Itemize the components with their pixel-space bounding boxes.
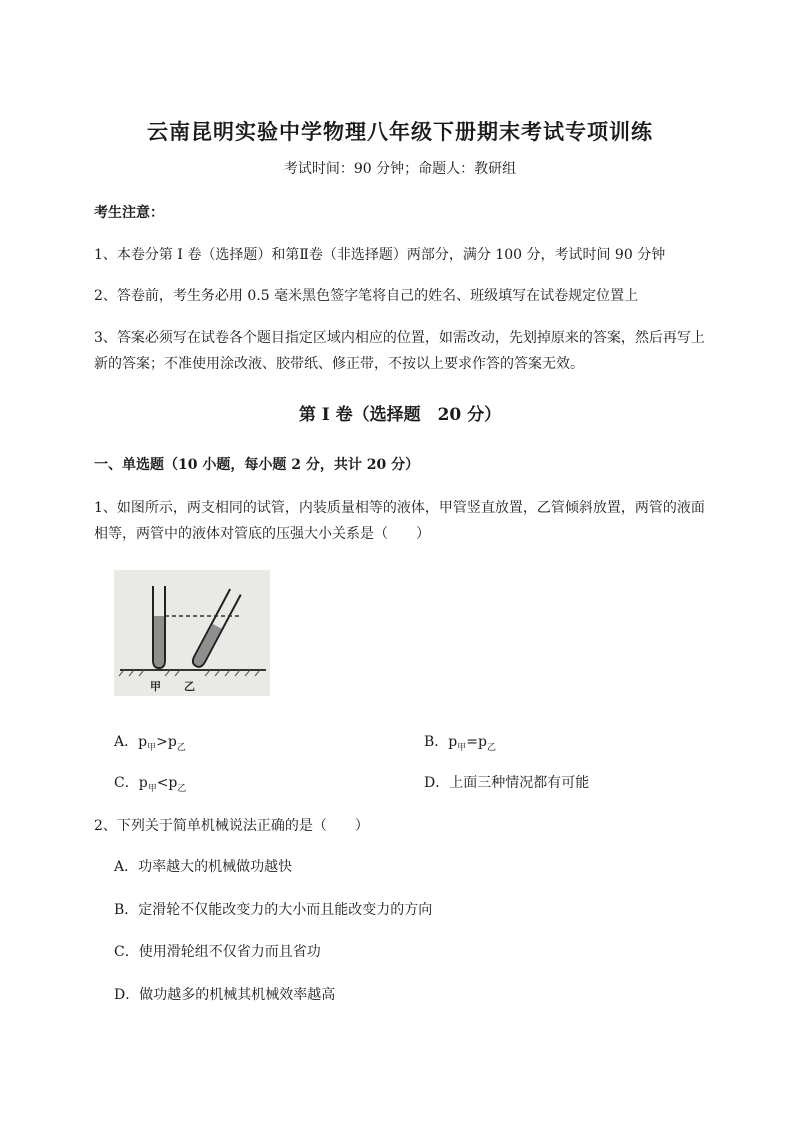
option-text: 上面三种情况都有可能 [449,775,590,791]
option-relation: <p [156,775,178,791]
option-text: 做功越多的机械其机械效率越高 [139,987,336,1003]
question-1-option-d[interactable] [424,772,589,792]
option-letter: C． [114,944,139,960]
question-1-option-b[interactable] [424,731,496,753]
option-letter: B． [114,902,139,918]
option-text: 使用滑轮组不仅省力而且省功 [138,944,321,960]
option-subscript: 甲 [147,783,157,794]
option-letter: A． [114,859,139,875]
option-text: 功率越大的机械做功越快 [138,859,293,875]
question-2-option-d[interactable] [114,984,335,1004]
notice-item: 2、答卷前，考生务必用 0.5 毫米黑色签字笔将自己的姓名、班级填写在试卷规定位置上 [94,288,639,304]
notice-heading: 考生注意： [94,205,164,221]
question-2-text: 2、下列关于简单机械说法正确的是（ ） [94,818,369,834]
section-title: 第 I 卷（选择题 20 分） [298,405,502,425]
option-text: p [448,734,458,750]
notice-item: 1、本卷分第 I 卷（选择题）和第Ⅱ卷（非选择题）两部分，满分 100 分，考试时间 90 分钟 [94,247,666,263]
question-1-option-a[interactable] [114,731,186,753]
question-1-text: 1、如图所示，两支相同的试管，内装质量相等的液体，甲管竖直放置，乙管倾斜放置，两管的液面相等，两管中的液体对管底的压强大小关系是（ ） [94,500,705,542]
option-letter: D． [424,775,450,791]
option-text: p [138,775,148,791]
option-subscript: 乙 [486,742,496,753]
option-letter: A． [114,734,139,750]
option-text: p [138,734,148,750]
test-tube-figure [114,570,270,696]
option-letter: D． [114,987,140,1003]
question-2-option-a[interactable] [114,856,292,876]
option-text: 定滑轮不仅能改变力的大小而且能改变力的方向 [138,902,433,918]
document-title: 云南昆明实验中学物理八年级下册期末考试专项训练 [147,119,653,144]
option-subscript: 乙 [177,783,187,794]
question-2-option-b[interactable] [114,899,432,919]
part-heading: 一、单选题（10 小题，每小题 2 分，共计 20 分） [94,457,420,473]
question-2-option-c[interactable] [114,941,321,961]
option-subscript: 甲 [457,742,467,753]
option-subscript: 甲 [147,742,157,753]
notice-item: 3、答案必须写在试卷各个题目指定区域内相应的位置，如需改动，先划掉原来的答案，然后再写上新的答案；不准使用涂改液、胶带纸、修正带，不按以上要求作答的答案无效。 [94,330,705,372]
label-yi: 乙 [184,680,195,693]
label-jia: 甲 [150,680,161,693]
option-relation: >p [156,734,177,750]
option-relation: =p [466,734,487,750]
option-subscript: 乙 [176,742,186,753]
option-letter: C． [114,775,139,791]
test-tube-diagram [114,570,270,696]
question-1-option-c[interactable] [114,772,186,794]
document-subtitle: 考试时间：90 分钟；命题人：教研组 [283,161,517,177]
option-letter: B． [424,734,449,750]
